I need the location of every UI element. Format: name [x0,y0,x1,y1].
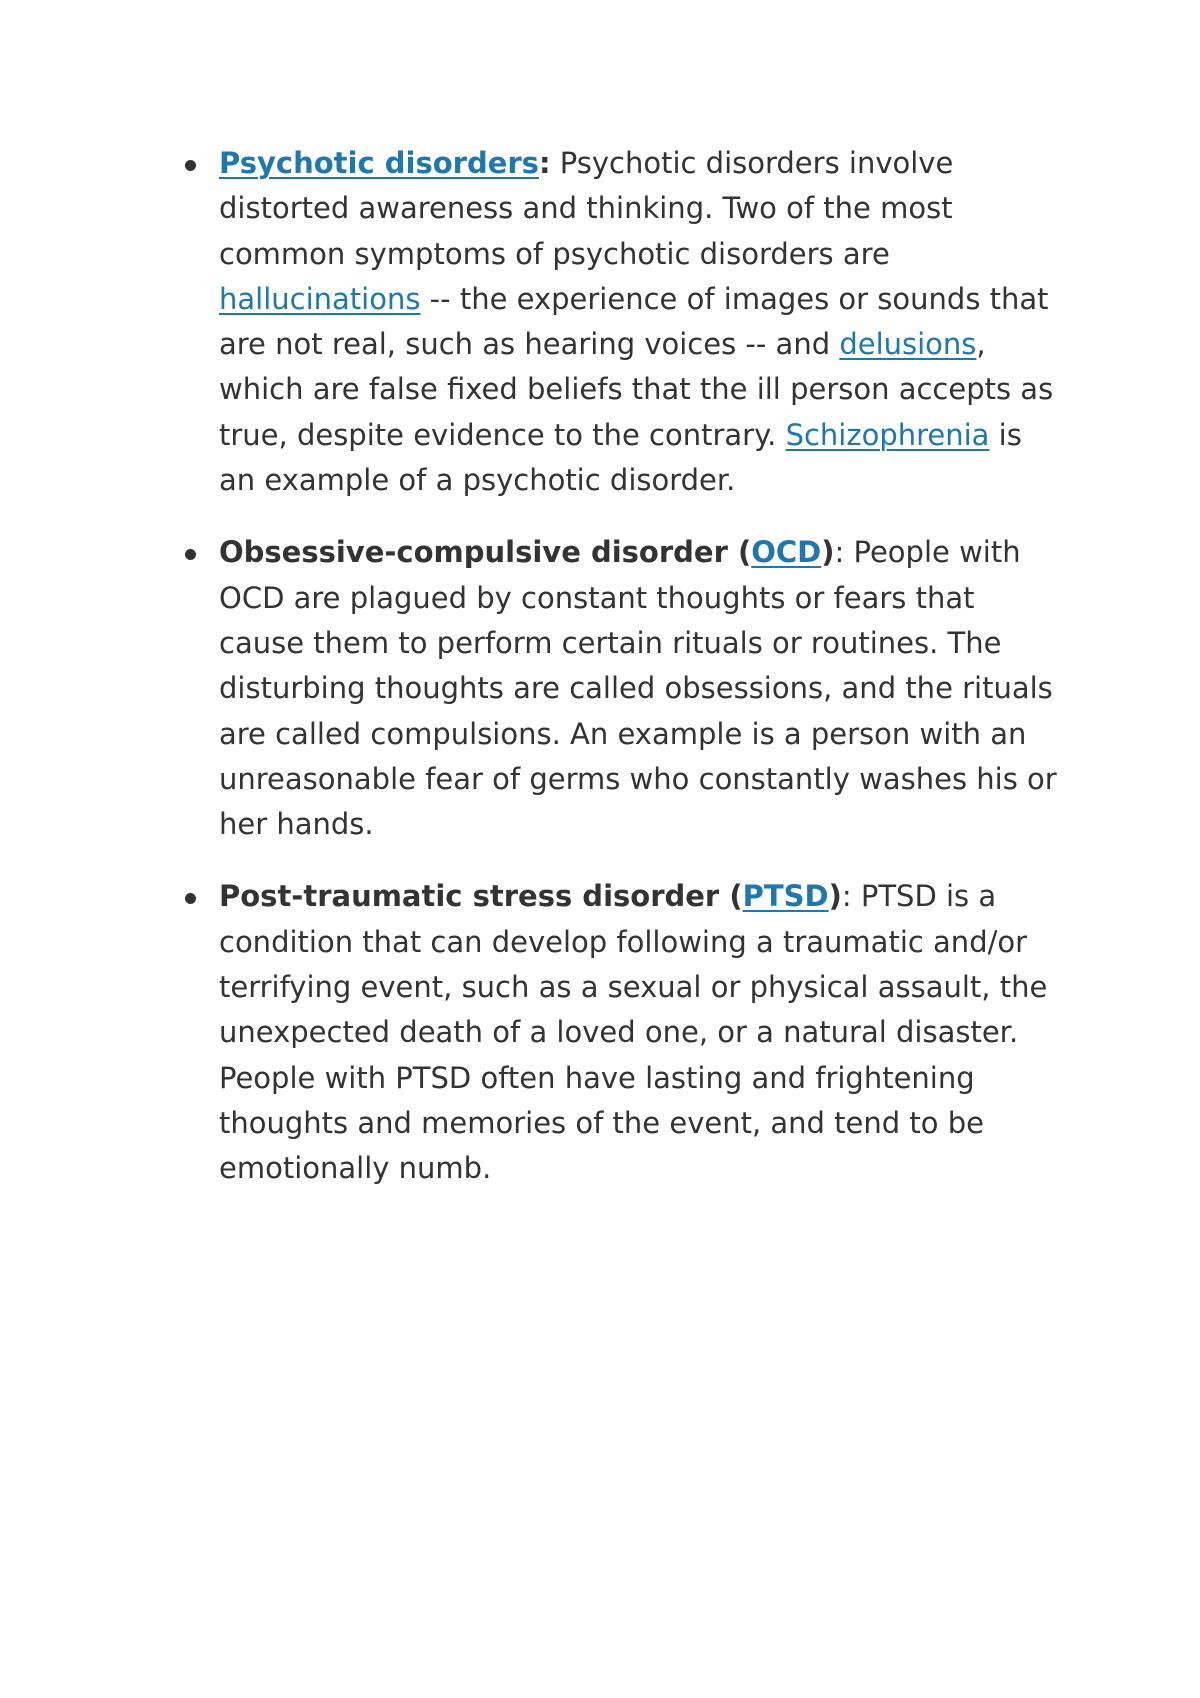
term-ocd [219,535,835,569]
term-colon: : [538,146,551,180]
term-close: ) [828,879,842,914]
link-psychotic-disorders[interactable]: Psychotic disorders [219,146,539,180]
link-schizophrenia[interactable]: Schizophrenia [785,417,990,452]
description-text: : PTSD is a condition that can develop following a traumatic and/or terrifying event, such as a sexual or physical assault, the unexpected death of a loved one, or a natural disaster. People with PTSD often have lasting and frightening thoughts and memories of the event, and tend to be emotionally numb. [219,879,1048,1186]
list-item-ptsd [180,874,1060,1191]
description-text: , which are false fixed beliefs that the ill person accepts as true, despite evidence to the contrary. [219,327,1054,452]
term-label: Obsessive-compulsive disorder ( [219,535,752,570]
bullet-icon [185,893,196,904]
disorder-list [180,141,1060,1192]
term-label: Post-traumatic stress disorder ( [219,879,743,914]
list-item-psychotic-disorders [180,141,1060,503]
list-item-ocd [180,530,1060,847]
description-text: -- the experience of images or sounds that are not real, such as hearing voices -- and [219,281,1049,362]
link-hallucinations[interactable]: hallucinations [219,281,421,316]
link-delusions[interactable]: delusions [839,327,977,362]
link-ocd[interactable]: OCD [751,535,822,570]
description-text: is an example of a psychotic disorder. [219,417,1022,498]
description-text: : People with OCD are plagued by constant thoughts or fears that cause them to perform certain rituals or routines. The disturbing thoughts are called obsessions, and the rituals are called compulsions. An example is a person with an unreasonable fear of germs who constantly washes his or her hands. [219,535,1057,842]
bullet-icon [185,160,196,171]
term-close: ) [821,535,835,570]
term-psychotic-disorders [219,146,551,180]
term-ptsd [219,879,842,913]
link-ptsd[interactable]: PTSD [742,879,829,914]
bullet-icon [185,549,196,560]
description-text: Psychotic disorders involve distorted awareness and thinking. Two of the most common symptoms of psychotic disorders are [219,146,954,271]
